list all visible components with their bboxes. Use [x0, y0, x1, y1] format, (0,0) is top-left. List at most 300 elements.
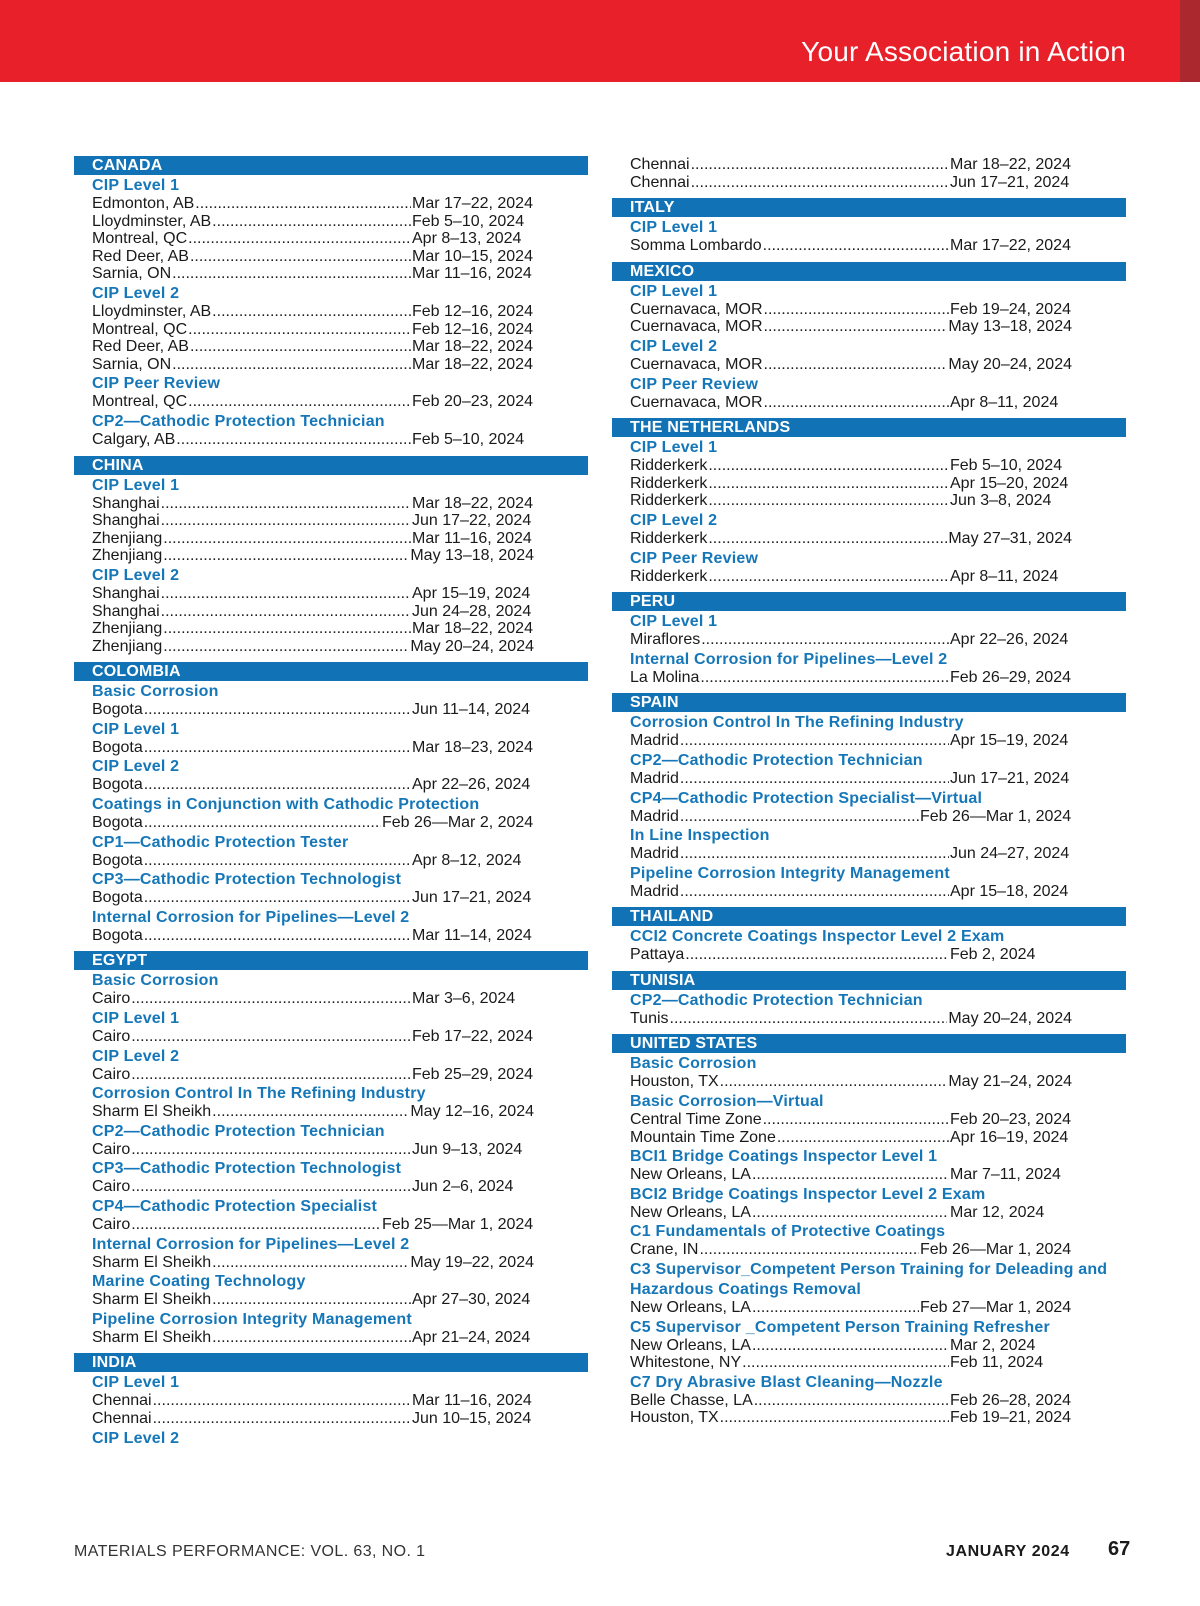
dot-leader	[680, 808, 919, 826]
entry-location: Madrid	[630, 845, 679, 863]
dot-leader	[161, 495, 411, 513]
schedule-entry	[74, 265, 534, 283]
course-title: CIP Level 1	[92, 177, 180, 194]
schedule-entry	[74, 547, 534, 565]
dot-leader	[680, 845, 949, 863]
entry-location: Ridderkerk	[630, 457, 708, 475]
entry-date: Mar 10–15, 2024	[412, 247, 533, 265]
dot-leader	[144, 814, 381, 832]
course-title: CIP Level 2	[92, 284, 180, 302]
entry-date: Apr 21–24, 2024	[412, 1328, 531, 1346]
entry-date: Feb 26—Mar 1, 2024	[920, 807, 1072, 825]
course-title: CIP Peer Review	[630, 549, 759, 567]
course-title: CIP Level 1	[92, 1010, 180, 1028]
dot-leader	[172, 356, 411, 374]
entry-location: Madrid	[630, 807, 679, 825]
entry-date: Jun 24–27, 2024	[950, 845, 1070, 863]
left-schedule-column	[74, 156, 588, 1448]
schedule-entry	[74, 1329, 534, 1347]
entry-date: Mar 18–22, 2024	[950, 156, 1071, 173]
schedule-entry	[74, 1103, 534, 1121]
entry-date: Feb 12–16, 2024	[412, 320, 533, 338]
entry-location: Whitestone, NY	[630, 1354, 742, 1372]
entry-location: Sharm El Sheikh	[92, 1253, 212, 1271]
schedule-entry	[612, 1073, 1072, 1091]
schedule-entry	[74, 603, 534, 621]
entry-location: Bogota	[92, 889, 143, 907]
entry-date: Feb 5–10, 2024	[412, 212, 525, 230]
entry-location: Red Deer, AB	[92, 338, 189, 356]
course-title: CIP Level 1	[630, 219, 718, 237]
dot-leader	[685, 946, 949, 964]
dot-leader	[700, 669, 949, 687]
entry-date: Feb 19–24, 2024	[950, 300, 1071, 318]
dot-leader	[212, 1254, 409, 1272]
entry-date: Apr 22–26, 2024	[950, 631, 1069, 649]
entry-location: Shanghai	[92, 494, 160, 512]
course-title: CIP Level 1	[92, 720, 180, 738]
entry-location: Miraflores	[630, 631, 701, 649]
entry-date: Apr 15–18, 2024	[950, 882, 1069, 900]
schedule-entry	[612, 1111, 1072, 1129]
page-number: 67	[1108, 1538, 1131, 1560]
course-title: CIP Peer Review	[630, 375, 759, 393]
entry-location: Houston, TX	[630, 1073, 719, 1091]
course-title: C1 Fundamentals of Protective Coatings	[630, 1223, 946, 1241]
country-section-header: SPAIN	[612, 693, 1126, 712]
course-title: CP2—Cathodic Protection Technician	[92, 1122, 385, 1140]
entry-date: Feb 27—Mar 1, 2024	[920, 1299, 1072, 1317]
course-title: Pipeline Corrosion Integrity Management	[630, 864, 950, 882]
course-title: C7 Dry Abrasive Blast Cleaning—Nozzle	[630, 1373, 943, 1391]
course-title: CP1—Cathodic Protection Tester	[92, 833, 349, 851]
course-title: CIP Level 1	[630, 282, 718, 300]
schedule-entry	[74, 927, 534, 945]
dot-leader	[161, 585, 411, 603]
dot-leader	[144, 852, 411, 870]
entry-date: Mar 18–22, 2024	[412, 620, 533, 638]
entry-date: May 27–31, 2024	[948, 529, 1072, 547]
course-title: CIP Level 2	[630, 511, 718, 529]
entry-location: Mountain Time Zone	[630, 1128, 776, 1146]
course-title: CIP Level 1	[92, 1374, 180, 1392]
country-section-header: THAILAND	[612, 907, 1126, 926]
entry-location: Cairo	[92, 990, 131, 1008]
course-title: CIP Level 2	[92, 758, 180, 776]
dot-leader	[764, 394, 950, 412]
schedule-entry	[74, 585, 534, 603]
entry-date: Feb 5–10, 2024	[412, 430, 525, 448]
dot-leader	[195, 195, 411, 213]
entry-date: May 21–24, 2024	[948, 1073, 1072, 1091]
entry-location: Madrid	[630, 732, 679, 750]
dot-leader	[153, 1392, 411, 1410]
schedule-entry	[74, 1291, 534, 1309]
entry-date: Feb 26–29, 2024	[950, 668, 1071, 686]
entry-location: Ridderkerk	[630, 567, 708, 585]
country-section-header: TUNISIA	[612, 971, 1126, 990]
dot-leader	[752, 1337, 949, 1355]
entry-location: Pattaya	[630, 946, 685, 964]
dot-leader	[212, 1329, 411, 1347]
entry-date: Jun 17–21, 2024	[412, 889, 532, 907]
entry-location: Shanghai	[92, 602, 160, 620]
entry-date: Mar 17–22, 2024	[950, 237, 1071, 255]
entry-location: La Molina	[630, 668, 700, 686]
dot-leader	[131, 1178, 411, 1196]
entry-date: Mar 11–16, 2024	[412, 1392, 532, 1410]
header-edge-strip	[1180, 0, 1200, 82]
entry-location: Sarnia, ON	[92, 265, 172, 283]
dot-leader	[131, 1141, 411, 1159]
course-title: CIP Level 2	[92, 1047, 180, 1065]
entry-date: Feb 5–10, 2024	[950, 457, 1063, 475]
entry-date: Mar 2, 2024	[950, 1336, 1036, 1354]
entry-date: Feb 12–16, 2024	[412, 302, 533, 320]
dot-leader	[708, 457, 949, 475]
entry-date: Mar 17–22, 2024	[412, 195, 533, 212]
schedule-entry	[612, 394, 1072, 412]
entry-date: Apr 15–19, 2024	[412, 584, 531, 602]
entry-location: Sharm El Sheikh	[92, 1103, 212, 1121]
dot-leader	[680, 770, 949, 788]
course-title: Basic Corrosion—Virtual	[630, 1093, 824, 1111]
entry-date: Feb 11, 2024	[950, 1354, 1044, 1372]
entry-date: May 20–24, 2024	[410, 637, 534, 655]
course-title: CP2—Cathodic Protection Technician	[630, 991, 923, 1009]
entry-date: Feb 20–23, 2024	[412, 393, 533, 411]
entry-date: Apr 15–20, 2024	[950, 474, 1069, 492]
dot-leader	[188, 321, 411, 339]
entry-location: Cuernavaca, MOR	[630, 355, 763, 373]
schedule-entry	[612, 669, 1072, 687]
schedule-entry	[612, 883, 1072, 901]
footer-issue-date: JANUARY 2024	[946, 1543, 1070, 1560]
entry-location: Madrid	[630, 769, 679, 787]
schedule-entry	[612, 1204, 1072, 1222]
entry-location: Cuernavaca, MOR	[630, 300, 763, 318]
entry-date: Apr 8–11, 2024	[950, 393, 1059, 411]
entry-location: Cairo	[92, 1178, 131, 1196]
course-title: CIP Level 2	[92, 566, 180, 584]
entry-location: Zhenjiang	[92, 620, 163, 638]
schedule-entry	[612, 1241, 1072, 1259]
dot-leader	[163, 620, 411, 638]
schedule-entry	[612, 732, 1072, 750]
entry-date: Jun 17–22, 2024	[412, 512, 532, 530]
schedule-entry	[612, 1299, 1072, 1317]
dot-leader	[752, 1166, 949, 1184]
course-title: BCI2 Bridge Coatings Inspector Level 2 Exam	[630, 1185, 986, 1203]
schedule-entry	[74, 1028, 534, 1046]
course-title: Basic Corrosion	[92, 683, 219, 701]
dot-leader	[163, 547, 409, 565]
schedule-entry	[612, 1337, 1072, 1355]
entry-location: Ridderkerk	[630, 474, 708, 492]
course-title: Corrosion Control In The Refining Industry	[630, 714, 964, 732]
schedule-entry	[74, 638, 534, 656]
schedule-entry	[612, 1166, 1072, 1184]
schedule-entry	[612, 568, 1072, 586]
entry-location: Cairo	[92, 1216, 131, 1233]
dot-leader	[212, 1103, 409, 1121]
country-section-header: INDIA	[74, 1353, 588, 1372]
dot-leader	[708, 568, 949, 586]
schedule-entry	[612, 237, 1072, 255]
dot-leader	[212, 1291, 411, 1309]
entry-location: Crane, IN	[630, 1241, 699, 1259]
dot-leader	[144, 739, 411, 757]
dot-leader	[764, 301, 950, 319]
course-title: Hazardous Coatings Removal	[630, 1281, 862, 1299]
dot-leader	[764, 318, 948, 336]
dot-leader	[680, 883, 949, 901]
dot-leader	[699, 1241, 919, 1259]
schedule-entry	[74, 701, 534, 719]
schedule-entry	[612, 492, 1072, 510]
footer-publication: MATERIALS PERFORMANCE: VOL. 63, NO. 1	[74, 1543, 426, 1560]
entry-location: Bogota	[92, 814, 143, 832]
entry-date: Apr 8–13, 2024	[412, 230, 522, 248]
dot-leader	[742, 1354, 949, 1372]
dot-leader	[691, 156, 949, 174]
course-title: Pipeline Corrosion Integrity Management	[92, 1310, 412, 1328]
entry-location: Cairo	[92, 1140, 131, 1158]
schedule-entry	[612, 1409, 1072, 1427]
entry-date: Jun 17–21, 2024	[950, 769, 1070, 787]
entry-location: Red Deer, AB	[92, 247, 189, 265]
schedule-entry	[74, 530, 534, 548]
schedule-entry	[612, 174, 1072, 192]
entry-date: Apr 16–19, 2024	[950, 1128, 1069, 1146]
entry-date: Mar 11–16, 2024	[412, 265, 532, 283]
schedule-entry	[612, 770, 1072, 788]
entry-location: Chennai	[92, 1409, 152, 1427]
course-title: Coatings in Conjunction with Cathodic Protection	[92, 796, 480, 814]
entry-location: Zhenjiang	[92, 547, 163, 565]
entry-date: Feb 19–21, 2024	[950, 1409, 1071, 1427]
schedule-entry	[74, 303, 534, 321]
schedule-entry	[74, 1216, 534, 1234]
schedule-entry	[612, 475, 1072, 493]
entry-date: Jun 9–13, 2024	[412, 1140, 523, 1158]
schedule-entry	[74, 814, 534, 832]
entry-location: Lloydminster, AB	[92, 302, 212, 320]
entry-location: Bogota	[92, 851, 143, 869]
schedule-entry	[74, 512, 534, 530]
entry-date: Jun 11–14, 2024	[412, 701, 531, 719]
dot-leader	[680, 732, 949, 750]
course-title: CP2—Cathodic Protection Technician	[630, 751, 923, 769]
course-title: CIP Peer Review	[92, 375, 221, 393]
entry-location: Bogota	[92, 738, 143, 756]
entry-date: Apr 8–12, 2024	[412, 851, 522, 869]
schedule-entry	[74, 393, 534, 411]
schedule-entry	[612, 1129, 1072, 1147]
schedule-entry	[74, 1392, 534, 1410]
course-title: CP2—Cathodic Protection Technician	[92, 412, 385, 430]
entry-location: Bogota	[92, 776, 143, 794]
entry-date: Mar 12, 2024	[950, 1203, 1045, 1221]
dot-leader	[752, 1299, 919, 1317]
schedule-entry	[612, 631, 1072, 649]
dot-leader	[172, 265, 411, 283]
dot-leader	[720, 1073, 948, 1091]
entry-date: Feb 26—Mar 1, 2024	[920, 1241, 1072, 1259]
dot-leader	[188, 230, 411, 248]
entry-date: May 20–24, 2024	[948, 1009, 1072, 1027]
schedule-entry	[612, 808, 1072, 826]
schedule-entry	[74, 356, 534, 374]
course-title: CP3—Cathodic Protection Technologist	[92, 871, 402, 889]
dot-leader	[163, 638, 409, 656]
entry-location: Houston, TX	[630, 1409, 719, 1427]
entry-date: Feb 2, 2024	[950, 946, 1036, 964]
entry-location: Cairo	[92, 1065, 131, 1083]
course-title: Basic Corrosion	[630, 1055, 757, 1073]
entry-location: Ridderkerk	[630, 529, 708, 547]
dot-leader	[691, 174, 949, 192]
country-section-header: EGYPT	[74, 951, 588, 970]
right-schedule-column	[612, 156, 1126, 1427]
course-title: C3 Supervisor_Competent Person Training for Deleading and	[630, 1261, 1108, 1279]
course-title: Internal Corrosion for Pipelines—Level 2	[630, 650, 948, 668]
entry-date: Jun 3–8, 2024	[950, 492, 1052, 510]
schedule-entry	[612, 318, 1072, 336]
entry-date: Mar 3–6, 2024	[412, 990, 516, 1008]
course-title: Marine Coating Technology	[92, 1273, 306, 1291]
dot-leader	[161, 512, 411, 530]
schedule-entry	[612, 845, 1072, 863]
entry-location: New Orleans, LA	[630, 1203, 751, 1221]
course-title: CP4—Cathodic Protection Specialist	[92, 1198, 378, 1215]
dot-leader	[708, 475, 949, 493]
dot-leader	[701, 631, 949, 649]
entry-location: New Orleans, LA	[630, 1336, 751, 1354]
course-title: CIP Level 2	[630, 337, 718, 355]
course-title: CIP Level 1	[630, 439, 718, 457]
dot-leader	[777, 1129, 949, 1147]
schedule-entry	[74, 321, 534, 339]
schedule-entry	[74, 1066, 534, 1084]
country-section-header: PERU	[612, 592, 1126, 611]
schedule-entry	[74, 230, 534, 248]
entry-location: Montreal, QC	[92, 230, 188, 248]
entry-date: Feb 20–23, 2024	[950, 1111, 1071, 1129]
entry-date: May 13–18, 2024	[410, 547, 534, 565]
entry-date: Apr 27–30, 2024	[412, 1291, 531, 1309]
dot-leader	[131, 1028, 411, 1046]
entry-location: Edmonton, AB	[92, 195, 195, 212]
dot-leader	[212, 213, 411, 231]
schedule-entry	[612, 1354, 1072, 1372]
entry-date: Feb 17–22, 2024	[412, 1028, 533, 1046]
entry-date: Feb 26–28, 2024	[950, 1391, 1071, 1409]
entry-location: Chennai	[92, 1392, 152, 1410]
entry-date: Jun 17–21, 2024	[950, 173, 1070, 191]
entry-location: Somma Lombardo	[630, 237, 762, 255]
entry-date: May 19–22, 2024	[410, 1253, 534, 1271]
dot-leader	[161, 603, 411, 621]
course-title: CIP Level 1	[630, 613, 718, 631]
course-title: CP3—Cathodic Protection Technologist	[92, 1160, 402, 1178]
schedule-entry	[612, 457, 1072, 475]
dot-leader	[131, 1066, 411, 1084]
entry-location: Cairo	[92, 1028, 131, 1046]
dot-leader	[153, 1410, 411, 1428]
entry-date: May 12–16, 2024	[410, 1103, 534, 1121]
entry-location: Sharm El Sheikh	[92, 1291, 212, 1309]
entry-date: Apr 15–19, 2024	[950, 732, 1069, 750]
schedule-entry	[612, 530, 1072, 548]
entry-location: Belle Chasse, LA	[630, 1391, 753, 1409]
entry-date: Apr 22–26, 2024	[412, 776, 531, 794]
course-title: In Line Inspection	[630, 827, 770, 845]
schedule-entry	[74, 338, 534, 356]
schedule-entry	[74, 1178, 534, 1196]
dot-leader	[176, 431, 411, 449]
schedule-entry	[612, 156, 1072, 174]
schedule-entry	[612, 946, 1072, 964]
course-title: Internal Corrosion for Pipelines—Level 2	[92, 1235, 410, 1253]
dot-leader	[708, 530, 947, 548]
dot-leader	[670, 1010, 948, 1028]
schedule-entry	[74, 1141, 534, 1159]
country-section-header: UNITED STATES	[612, 1034, 1126, 1053]
dot-leader	[144, 889, 411, 907]
schedule-entry	[74, 990, 534, 1008]
dot-leader	[764, 356, 948, 374]
course-title: Internal Corrosion for Pipelines—Level 2	[92, 908, 410, 926]
entry-location: Cuernavaca, MOR	[630, 318, 763, 336]
entry-date: Mar 18–22, 2024	[412, 494, 533, 512]
dot-leader	[763, 237, 949, 255]
entry-date: May 13–18, 2024	[948, 318, 1072, 336]
dot-leader	[190, 338, 411, 356]
entry-date: Jun 2–6, 2024	[412, 1178, 514, 1196]
dot-leader	[190, 248, 411, 266]
entry-location: Central Time Zone	[630, 1111, 762, 1129]
entry-location: Cuernavaca, MOR	[630, 393, 763, 411]
dot-leader	[131, 1216, 381, 1234]
course-title: CIP Level 2	[92, 1429, 180, 1447]
dot-leader	[212, 303, 411, 321]
entry-location: Sharm El Sheikh	[92, 1328, 212, 1346]
entry-date: Jun 24–28, 2024	[412, 602, 532, 620]
dot-leader	[708, 492, 949, 510]
entry-location: New Orleans, LA	[630, 1299, 751, 1317]
entry-location: Shanghai	[92, 584, 160, 602]
schedule-entry	[74, 889, 534, 907]
entry-date: Jun 10–15, 2024	[412, 1409, 532, 1427]
entry-location: Chennai	[630, 156, 690, 173]
course-title: CCI2 Concrete Coatings Inspector Level 2 Exam	[630, 928, 1005, 946]
country-section-header: CHINA	[74, 456, 588, 475]
entry-location: Zhenjiang	[92, 529, 163, 547]
entry-date: Feb 25—Mar 1, 2024	[382, 1216, 534, 1233]
schedule-entry	[612, 356, 1072, 374]
schedule-entry	[74, 1254, 534, 1272]
entry-location: Madrid	[630, 882, 679, 900]
schedule-entry	[74, 776, 534, 794]
entry-location: Lloydminster, AB	[92, 212, 212, 230]
entry-date: Feb 25–29, 2024	[412, 1065, 533, 1083]
schedule-entry	[74, 1410, 534, 1428]
entry-date: Mar 18–22, 2024	[412, 355, 533, 373]
page-header-title: Your Association in Action	[801, 36, 1126, 67]
entry-date: May 20–24, 2024	[948, 355, 1072, 373]
schedule-entry	[74, 195, 534, 213]
